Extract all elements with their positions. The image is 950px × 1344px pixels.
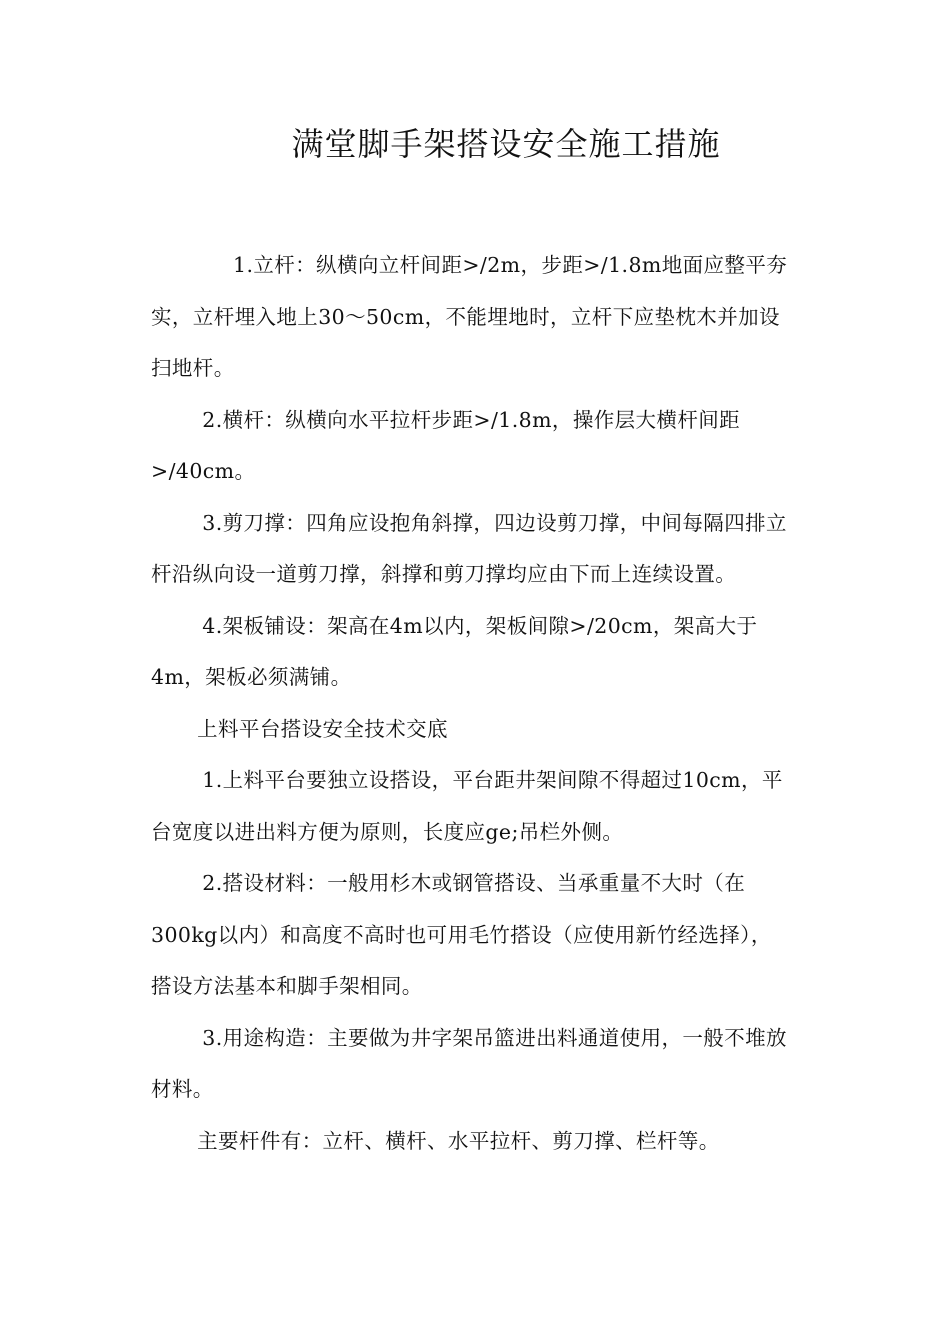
paragraph-scaffold-boards: 4.架板铺设：架高在4m以内，架板间隙>/20cm，架高大于4m，架板必须满铺。 — [151, 613, 758, 689]
paragraph-cross-bracing: 3.剪刀撑：四角应设抱角斜撑，四边设剪刀撑，中间每隔四排立杆沿纵向设一道剪刀撑，斜撑和剪刀撑均应由下而上连续设置。 — [151, 510, 787, 586]
paragraph-usage: 3.用途构造：主要做为井字架吊篮进出料通道使用，一般不堆放材料。 — [151, 1025, 787, 1101]
page-title: 满堂脚手架搭设安全施工措施 — [291, 125, 721, 163]
paragraph-horizontal-bars: 2.横杆：纵横向水平拉杆步距>/1.8m，操作层大横杆间距>/40cm。 — [151, 407, 741, 483]
paragraph-platform-setup: 1.上料平台要独立设搭设，平台距井架间隙不得超过10cm，平台宽度以进出料方便为原则，长度应ge;吊栏外侧。 — [151, 768, 783, 844]
paragraph-vertical-poles: 1.立杆：纵横向立杆间距>/2m，步距>/1.8m地面应整平夯实，立杆埋入地上30～50cm，不能埋地时，立杆下应垫枕木并加设扫地杆。 — [151, 253, 788, 380]
paragraph-main-members: 主要杆件有：立杆、横杆、水平拉杆、剪刀撑、栏杆等。 — [197, 1128, 720, 1153]
section-heading-platform: 上料平台搭设安全技术交底 — [197, 716, 448, 741]
paragraph-materials: 2.搭设材料：一般用杉木或钢管搭设、当承重量不大时（在300kg以内）和高度不高时也可用毛竹搭设（应使用新竹经选择），搭设方法基本和脚手架相同。 — [151, 871, 772, 998]
document-body — [151, 240, 791, 1167]
